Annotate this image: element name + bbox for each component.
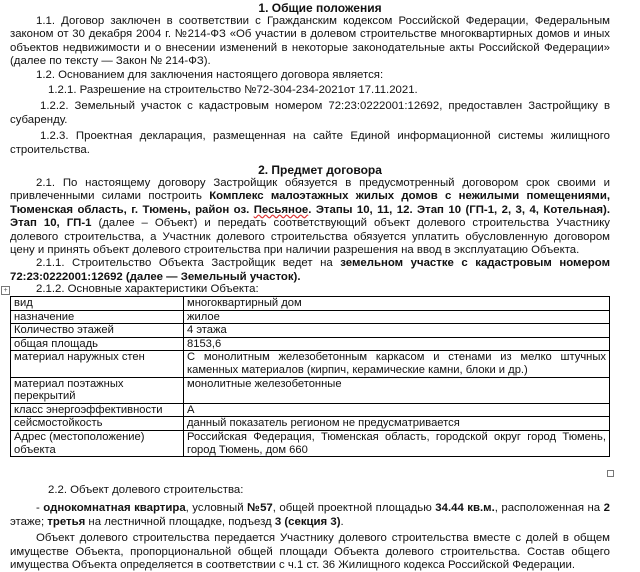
table-row: [11, 324, 610, 338]
table-row: [11, 403, 610, 417]
object-name-part-2: . Этапы 10, 11, 12. Этап 10 (ГП-1, 2, 3, 4, Котельная). Этап 10, ГП-1: [10, 203, 610, 230]
table-cell-label: Количество этажей: [11, 324, 184, 338]
table-cell-label: Адрес (местоположение) объекта: [11, 430, 184, 456]
apartment-text-2: , общей проектной площадью: [272, 502, 436, 515]
apartment-text-6: .: [340, 515, 344, 528]
clause-2-1-1: [10, 257, 610, 284]
apartment-position: третья: [47, 515, 86, 528]
table-cell-label: вид: [11, 297, 184, 311]
table-cell-label: материал наружных стен: [11, 351, 184, 377]
table-cell-label: сейсмостойкость: [11, 417, 184, 431]
apartment-text-1: , условный: [185, 502, 248, 515]
table-cell-label: назначение: [11, 310, 184, 324]
section-2-body: [10, 177, 610, 284]
table-row: [11, 297, 610, 311]
table-cell-value: Российская Федерация, Тюменская область, городской округ город Тюмень, город Тюмень, дом 660: [184, 430, 610, 456]
clause-1-2: 1.2. Основанием для заключения настоящего договора является:: [36, 68, 384, 81]
apartment-text-5: на лестничной площадке, подъезд: [85, 515, 275, 528]
table-row: [11, 417, 610, 431]
clause-1-2-2: 1.2.2. Земельный участок с кадастровым номером 72:23:0222001:12692, предоставлен Застройщику в субаренду.: [10, 100, 610, 126]
section-2-title: 2. Предмет договора: [258, 163, 382, 177]
table-cell-value: данный показатель регионом не предусматривается: [184, 417, 610, 431]
clause-1-2-1: 1.2.1. Разрешение на строительство №72-304-234-2021от 17.11.2021.: [48, 84, 418, 97]
clause-2-1-1-text: 2.1.1. Строительство Объекта Застройщик ведет на: [36, 257, 341, 270]
apartment-text-4: этаже;: [10, 515, 48, 528]
apartment-number: №57: [247, 502, 273, 515]
clause-2-1-rest: (далее – Объект) и передать соответствующий объект долевого строительства Участнику долевого строительства, а Участник долевого строительства обязуется уплатить обусловленную договором цену и принять объект долевого строительства при наличии разрешения на ввод в эксплуатацию Объекта.: [10, 217, 610, 257]
table-cell-label: общая площадь: [11, 337, 184, 351]
apartment-description: [10, 502, 610, 529]
table-row: [11, 337, 610, 351]
section-1-title: 1. Общие положения: [258, 1, 382, 15]
object-characteristics-table: [10, 296, 610, 457]
table-move-handle-icon[interactable]: +: [1, 286, 10, 295]
land-plot: земельном участке с кадастровым номером 72:23:0222001:12692 (далее — Земельный участок).: [10, 257, 610, 283]
table-cell-value: 4 этажа: [184, 324, 610, 338]
apartment-type: однокомнатная квартира: [43, 502, 186, 515]
table-cell-label: материал поэтажных перекрытий: [11, 377, 184, 403]
common-property-clause: Объект долевого строительства передается Участнику долевого строительства вместе с долей в общем имуществе Объекта, пропорциональной общей площади Объекта долевого строительства. Состав общего имущества Объекта определяется в соответствии с ч.1 ст. 36 Жилищного кодекса Российской Федерации.: [10, 532, 610, 572]
table-cell-label: класс энергоэффективности: [11, 403, 184, 417]
table-row: [11, 430, 610, 456]
apartment-entrance: 3 (секция 3): [274, 515, 341, 528]
clause-2-1: [10, 177, 610, 257]
dash: -: [36, 502, 44, 515]
clause-2-1-text: 2.1. По настоящему договору Застройщик обязуется в предусмотренный договором срок своими и привлеченными силами построить: [10, 177, 610, 203]
clause-1-2-3: 1.2.3. Проектная декларация, размещенная на сайте Единой информационной системы жилищного строительства.: [10, 130, 610, 156]
section-1-body: [10, 15, 610, 157]
table-cell-value: монолитные железобетонные: [184, 377, 610, 403]
table-row: [11, 310, 610, 324]
table-cell-value: 8153,6: [184, 337, 610, 351]
lake-name: Песьяное: [253, 203, 309, 216]
table-cell-value: А: [184, 403, 610, 417]
clause-2-1-2: 2.1.2. Основные характеристики Объекта:: [36, 283, 259, 295]
section-2-2: [10, 484, 610, 572]
object-name-part-1: Комплекс малоэтажных жилых домов с нежилыми помещениями, Тюменская область, г. Тюмень, район оз.: [10, 190, 610, 216]
table-cell-value: многоквартирный дом: [184, 297, 610, 311]
table-row: [11, 351, 610, 377]
apartment-area: 34.44 кв.м.: [435, 502, 495, 515]
table-cell-value: С монолитным железобетонным каркасом и стенами из мелко штучных каменных материалов (кирпич, керамические камни, блоки и др.): [184, 351, 610, 377]
apartment-text-3: , расположенная на: [494, 502, 604, 515]
table-resize-handle-icon[interactable]: [607, 470, 614, 477]
apartment-floor: 2: [603, 502, 610, 515]
table-cell-value: жилое: [184, 310, 610, 324]
clause-2-2: 2.2. Объект долевого строительства:: [48, 484, 244, 496]
clause-1-1: 1.1. Договор заключен в соответствии с Гражданским кодексом Российской Федерации, Федеральным законом от 30 декабря 2004 г. №214-ФЗ «Об участии в долевом строительстве многоквартирных домов и иных объектов недвижимости и о внесении изменений в некоторые законодательные акты Российской Федерации» (далее по тексту — Закон № 214-ФЗ).: [10, 15, 610, 68]
table-row: [11, 377, 610, 403]
